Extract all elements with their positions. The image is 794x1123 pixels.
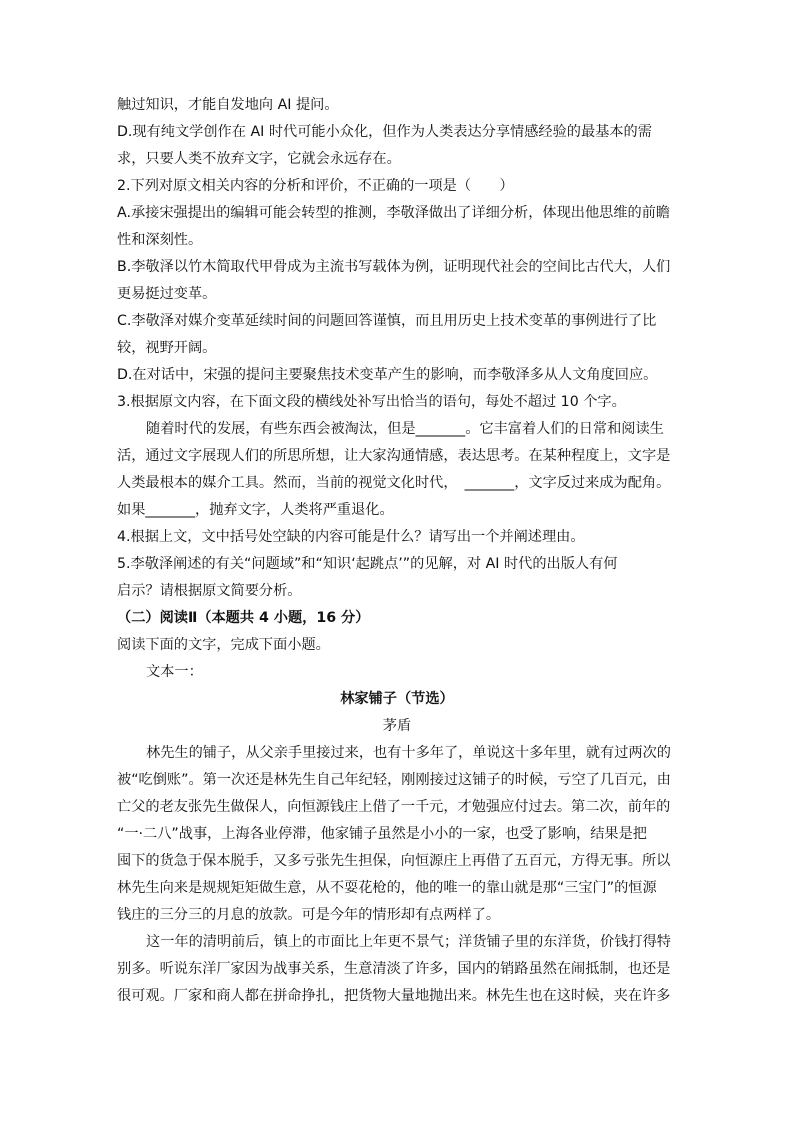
story-title: 林家铺子（节选） — [340, 691, 454, 707]
question-2: 2.下列对原文相关内容的分析和评价，不正确的一项是（ ） — [117, 178, 514, 194]
paragraph-line: 人类最根本的媒介工具。然而，当前的视觉文化时代， _______，文字反过来成为配角。 — [117, 475, 671, 491]
story-line: 很可观。厂家和商人都在拼命挣扎，把货物大量地抛出来。林先生也在这时候，夹在许多 — [117, 988, 671, 1004]
story-line: 被“吃倒账”。第一次还是林先生自己年纪轻，刚刚接过这铺子的时候，亏空了几百元，由 — [117, 772, 671, 788]
text-line: 触过知识，才能自发地向 AI 提问。 — [117, 97, 339, 113]
instruction-line: 阅读下面的文字，完成下面小题。 — [117, 637, 330, 653]
text-line: 较，视野开阔。 — [117, 340, 217, 356]
text-label: 文本一： — [146, 664, 203, 680]
text-line: 性和深刻性。 — [117, 232, 203, 248]
author-name: 茅盾 — [382, 718, 412, 734]
question-5: 5.李敬泽阐述的有关“问题域”和“知识‘起跳点’”的见解，对 AI 时代的出版人有何 — [117, 556, 618, 572]
option-d-line: D.现有纯文学创作在 AI 时代可能小众化，但作为人类表达分享情感经验的最基本的需 — [117, 124, 652, 140]
story-line: 囤下的货急于保本脱手，又多亏张先生担保，向恒源庄上再借了五百元，方得无事。所以 — [117, 853, 671, 869]
text-line: 启示？请根据原文简要分析。 — [117, 583, 302, 599]
story-line: 钱庄的三分三的月息的放款。可是今年的情形却有点两样了。 — [117, 907, 501, 923]
option-b-line: B.李敬泽以竹木简取代甲骨成为主流书写载体为例，证明现代社会的空间比古代大，人们 — [117, 259, 671, 275]
text-line: 求，只要人类不放弃文字，它就会永远存在。 — [117, 151, 401, 167]
option-c-line: C.李敬泽对媒介变革延续时间的问题回答谨慎，而且用历史上技术变革的事例进行了比 — [117, 313, 657, 329]
paragraph-line: 如果_______，抛弃文字，人类将严重退化。 — [117, 502, 394, 518]
story-line: 林先生的铺子，从父亲手里接过来，也有十多年了，单说这十多年里，就有过两次的 — [146, 745, 671, 761]
option-a-line: A.承接宋强提出的编辑可能会转型的推测，李敬泽做出了详细分析，体现出他思维的前瞻 — [117, 205, 671, 221]
story-line: 亡父的老友张先生做保人，向恒源钱庄上借了一千元，才勉强应付过去。第二次，前年的 — [117, 799, 671, 815]
section-heading: （二）阅读Ⅱ（本题共 4 小题，16 分） — [117, 610, 370, 626]
paragraph-line: 活，通过文字展现人们的所思所想，让大家沟通情感，表达思考。在某种程度上，文字是 — [117, 448, 671, 464]
story-line: 别多。听说东洋厂家因为战事关系，生意清淡了许多，国内的销路虽然在闹抵制，也还是 — [117, 961, 671, 977]
text-line: 更易挺过变革。 — [117, 286, 217, 302]
story-line: 林先生向来是规规矩矩做生意，从不耍花枪的，他的唯一的靠山就是那“三宝门”的恒源 — [117, 880, 657, 896]
question-3: 3.根据原文内容，在下面文段的横线处补写出恰当的语句，每处不超过 10 个字。 — [117, 394, 626, 410]
question-4: 4.根据上文，文中括号处空缺的内容可能是什么？请写出一个并阐述理由。 — [117, 529, 585, 545]
paragraph-line: 随着时代的发展，有些东西会被淘汰，但是_______。它丰富着人们的日常和阅读生 — [146, 421, 664, 437]
story-line: “一·二八”战事，上海各业停滞，他家铺子虽然是小小的一家，也受了影响，结果是把 — [117, 826, 647, 842]
option-d-line: D.在对话中，宋强的提问主要聚焦技术变革产生的影响，而李敬泽多从人文角度回应。 — [117, 367, 658, 383]
story-line: 这一年的清明前后，镇上的市面比上年更不景气；洋货铺子里的东洋货，价钱打得特 — [146, 934, 671, 950]
